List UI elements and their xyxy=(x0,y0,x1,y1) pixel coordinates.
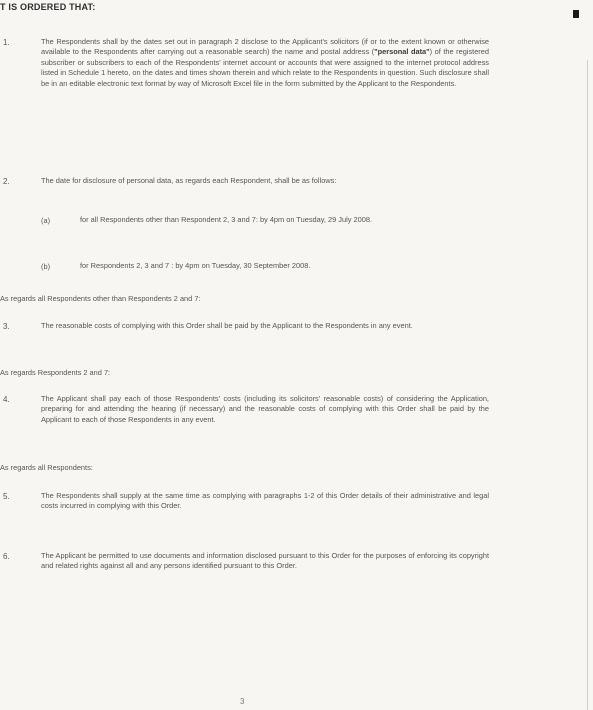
section-heading-all: As regards all Respondents: xyxy=(0,463,93,472)
order-heading: T IS ORDERED THAT: xyxy=(0,2,96,12)
paragraph-3-text: The reasonable costs of complying with this Order shall be paid by the Applicant to the Respondents in any event. xyxy=(41,321,413,330)
paragraph-1-defined-term: "personal data" xyxy=(374,47,430,57)
paragraph-4-text: The Applicant shall pay each of those Respondents' costs (including its solicitors' reasonable costs) of considering the Application, preparing for and attending the hearing (if necessary) and the reasonable costs of complying with this Order shall be paid by the Applicant to each of those Respondents in any event. xyxy=(41,394,489,424)
subitem-a-text: for all Respondents other than Respondent 2, 3 and 7: by 4pm on Tuesday, 29 July 2008. xyxy=(80,215,372,224)
paragraph-5-text: The Respondents shall supply at the same time as complying with paragraphs 1-2 of this Order details of their administrative and legal costs incurred in complying with this Order. xyxy=(41,491,489,511)
scan-edge-mark xyxy=(573,10,579,18)
section-heading-others: As regards all Respondents other than Respondents 2 and 7: xyxy=(0,294,201,303)
paragraph-2-number: 2. xyxy=(3,177,10,186)
page-number: 3 xyxy=(240,697,245,706)
subitem-b-text: for Respondents 2, 3 and 7 : by 4pm on Tuesday, 30 September 2008. xyxy=(80,261,311,270)
paragraph-2-text: The date for disclosure of personal data, as regards each Respondent, shall be as follows: xyxy=(41,176,337,185)
paragraph-6-number: 6. xyxy=(3,552,10,561)
section-heading-respondents-2-7: As regards Respondents 2 and 7: xyxy=(0,368,111,377)
scan-edge-line xyxy=(587,60,588,710)
paragraph-4-number: 4. xyxy=(3,395,10,404)
paragraph-1-number: 1. xyxy=(3,38,10,47)
paragraph-5-number: 5. xyxy=(3,492,10,501)
paragraph-1-text xyxy=(41,37,489,89)
subitem-a-label: (a) xyxy=(41,216,51,225)
subitem-b-label: (b) xyxy=(41,262,51,271)
paragraph-3-number: 3. xyxy=(3,322,10,331)
paragraph-1-part-1: The Respondents shall by the dates set out in paragraph 2 disclose to the Applicant's solicitors (if or to the extent known or otherwise available to the Respondents after carrying out a reasonable search) the name and postal address ( xyxy=(41,37,489,57)
paragraph-6-text: The Applicant be permitted to use documents and information disclosed pursuant to this Order for the purposes of enforcing its copyright and related rights against all and any persons identified pursuant to this Order. xyxy=(41,551,489,571)
paragraph-1-part-2: ) of the registered subscriber or subscribers to each of the Respondents' internet account or accounts that were assigned to the internet protocol address listed in Schedule 1 hereto, on the dates and times shown therein and which relate to the Respondents in question. Such disclosure shall be in an editable electronic text format by way of Microsoft Excel file in the form submitted by the Applicant to the Respondents. xyxy=(41,47,489,88)
